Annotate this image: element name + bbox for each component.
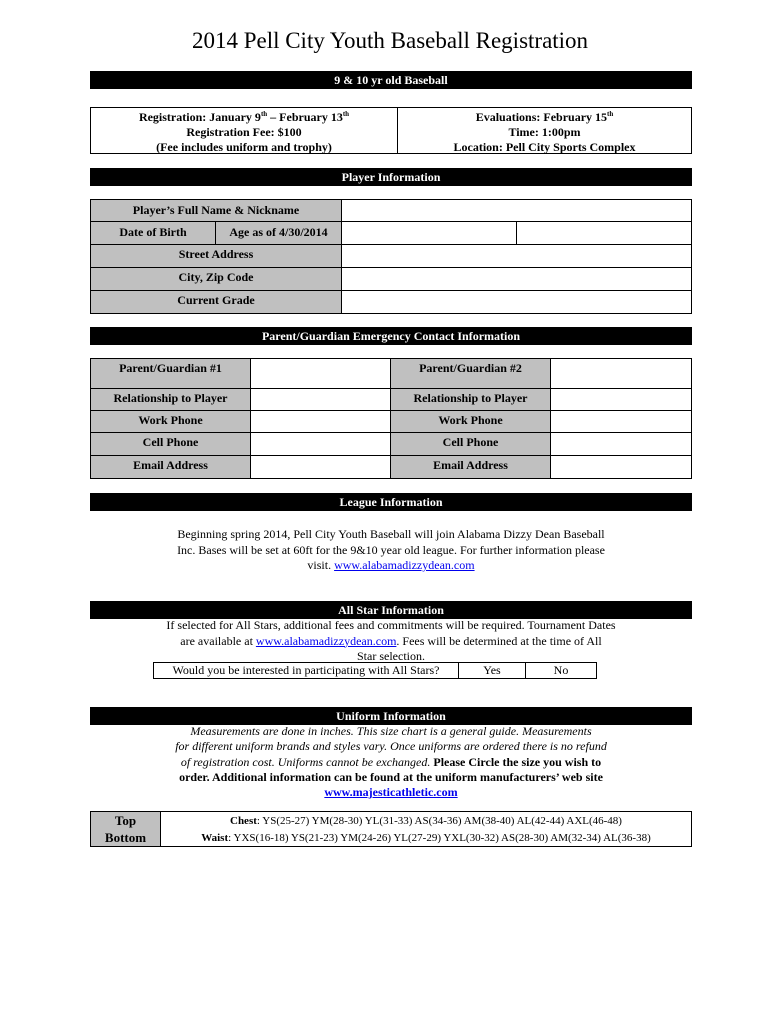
allstar-question: Would you be interested in participating with All Stars?	[154, 663, 459, 678]
guardian1-field[interactable]	[250, 358, 391, 389]
guardian2-label: Parent/Guardian #2	[390, 358, 551, 389]
allstar-line-3: Star selection.	[357, 649, 425, 663]
chest-sizes-row[interactable]	[161, 813, 691, 830]
relationship1-label: Relationship to Player	[90, 388, 251, 411]
division-bar: 9 & 10 yr old Baseball	[90, 71, 692, 89]
evaluation-date-text: Evaluations: February 15	[475, 110, 608, 124]
work-phone2-label: Work Phone	[390, 410, 551, 433]
evaluation-info	[398, 108, 691, 153]
cell-phone2-label: Cell Phone	[390, 432, 551, 456]
work-phone1-label: Work Phone	[90, 410, 251, 433]
guardian2-field[interactable]	[550, 358, 692, 389]
uniform-info-header: Uniform Information	[90, 707, 692, 725]
registration-fee: Registration Fee: $100	[186, 125, 302, 139]
player-info-header: Player Information	[90, 168, 692, 186]
email1-label: Email Address	[90, 455, 251, 479]
cell-phone2-field[interactable]	[550, 432, 692, 456]
uniform-line-3-bold: Please Circle the size you wish to	[433, 754, 602, 769]
city-zip-field[interactable]	[341, 267, 692, 291]
allstar-line-2-post: . Fees will be determined at the time of All	[396, 633, 602, 648]
chest-label: Chest	[230, 815, 257, 827]
relationship2-field[interactable]	[550, 388, 692, 411]
dizzy-dean-link[interactable]: www.alabamadizzydean.com	[334, 558, 475, 572]
allstar-question-row	[153, 662, 597, 679]
full-name-label: Player’s Full Name & Nickname	[90, 199, 342, 222]
uniform-line-1: Measurements are done in inches. This size chart is a general guide. Measurements	[190, 724, 592, 738]
fee-note: (Fee includes uniform and trophy)	[156, 140, 332, 154]
registration-dates	[91, 110, 397, 125]
evaluation-time: Time: 1:00pm	[508, 125, 581, 139]
email1-field[interactable]	[250, 455, 391, 479]
allstar-info-text	[90, 618, 692, 665]
allstar-info-header: All Star Information	[90, 601, 692, 619]
uniform-line-3	[90, 755, 692, 770]
evaluation-date	[398, 110, 691, 125]
cell-phone1-label: Cell Phone	[90, 432, 251, 456]
full-name-field[interactable]	[341, 199, 692, 222]
relationship1-field[interactable]	[250, 388, 391, 411]
registration-sup-2: th	[342, 110, 350, 118]
guardian1-label: Parent/Guardian #1	[90, 358, 251, 389]
relationship2-label: Relationship to Player	[390, 388, 551, 411]
waist-sizes-row[interactable]	[161, 830, 691, 847]
waist-label: Waist	[201, 832, 229, 844]
allstar-line-2	[90, 634, 692, 650]
work-phone1-field[interactable]	[250, 410, 391, 433]
age-field[interactable]	[516, 221, 692, 245]
registration-sup-1: th	[260, 110, 268, 118]
registration-dates-end: – February 13	[267, 110, 343, 124]
registration-dates-text: Registration: January 9	[138, 110, 261, 124]
size-chart	[90, 811, 692, 847]
email2-field[interactable]	[550, 455, 692, 479]
current-grade-label: Current Grade	[90, 290, 342, 314]
chest-sizes: : YS(25-27) YM(28-30) YL(31-33) AS(34-36) AM(38-40) AL(42-44) AXL(46-48)	[256, 815, 622, 827]
waist-sizes: : YXS(16-18) YS(21-23) YM(24-26) YL(27-29) YXL(30-32) AS(28-30) AM(32-34) AL(36-38)	[228, 832, 651, 844]
cell-phone1-field[interactable]	[250, 432, 391, 456]
work-phone2-field[interactable]	[550, 410, 692, 433]
league-line-3-text: visit.	[307, 558, 335, 572]
allstar-yes-option[interactable]: Yes	[459, 663, 526, 678]
registration-info	[91, 108, 398, 153]
parent-info-header: Parent/Guardian Emergency Contact Information	[90, 327, 692, 345]
uniform-info-text	[90, 724, 692, 800]
league-line-2: Inc. Bases will be set at 60ft for the 9&10 year old league. For further information please	[177, 542, 605, 557]
evaluation-location: Location: Pell City Sports Complex	[453, 140, 636, 154]
current-grade-field[interactable]	[341, 290, 692, 314]
uniform-line-2: for different uniform brands and styles vary. Once uniforms are ordered there is no refund	[175, 739, 607, 754]
page-title: 2014 Pell City Youth Baseball Registration	[191, 28, 589, 53]
age-label: Age as of 4/30/2014	[215, 221, 342, 245]
email2-label: Email Address	[390, 455, 551, 479]
size-chart-labels	[91, 812, 161, 846]
dob-field[interactable]	[341, 221, 517, 245]
majestic-link[interactable]: www.majesticathletic.com	[324, 785, 458, 800]
league-info-header: League Information	[90, 493, 692, 511]
allstar-dizzy-dean-link[interactable]: www.alabamadizzydean.com	[255, 633, 397, 648]
street-address-field[interactable]	[341, 244, 692, 268]
league-info-text	[90, 527, 692, 574]
city-zip-label: City, Zip Code	[90, 267, 342, 291]
schedule-box	[90, 107, 692, 154]
bottom-label: Bottom	[104, 830, 147, 845]
uniform-line-3-italic: of registration cost. Uniforms cannot be exchanged.	[180, 754, 434, 769]
allstar-line-2-pre: are available at	[180, 633, 256, 648]
allstar-line-1: If selected for All Stars, additional fees and commitments will be required. Tournament Dates	[166, 618, 616, 632]
evaluation-sup: th	[607, 110, 614, 118]
top-label: Top	[114, 813, 137, 828]
uniform-line-4: order. Additional information can be found at the uniform manufacturers’ web site	[179, 769, 603, 784]
street-address-label: Street Address	[90, 244, 342, 268]
allstar-no-option[interactable]: No	[553, 663, 569, 677]
dob-label: Date of Birth	[90, 221, 216, 245]
league-line-3	[90, 558, 692, 574]
league-line-1: Beginning spring 2014, Pell City Youth Baseball will join Alabama Dizzy Dean Baseball	[177, 527, 605, 541]
